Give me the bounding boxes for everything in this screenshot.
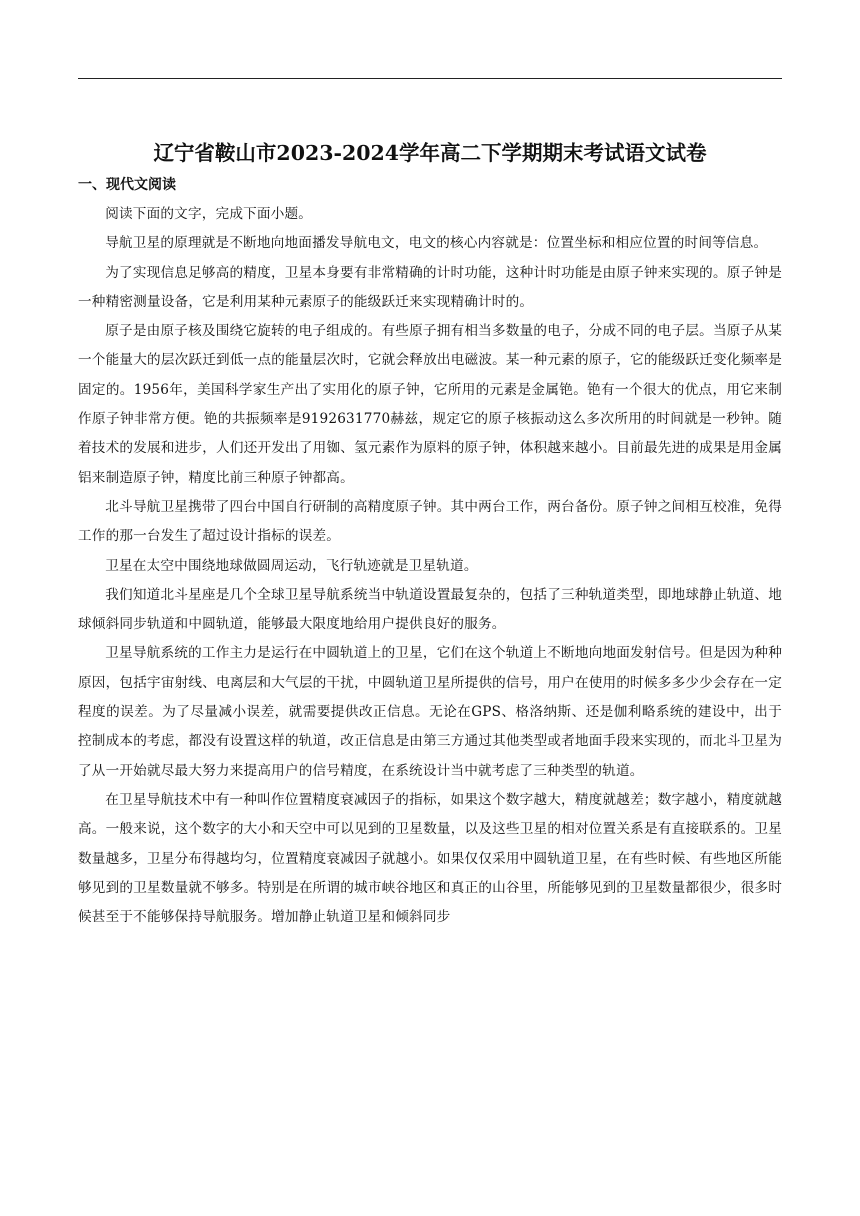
document-title: 辽宁省鞍山市2023-2024学年高二下学期期末考试语文试卷 bbox=[153, 141, 707, 165]
section-heading: 一、现代文阅读 bbox=[78, 177, 176, 193]
article-body bbox=[78, 200, 782, 932]
paragraph: 卫星导航系统的工作主力是运行在中圆轨道上的卫星，它们在这个轨道上不断地向地面发射信号。但是因为种种原因，包括宇宙射线、电离层和大气层的干扰，中圆轨道卫星所提供的信号，用户在使用的时候多多少少会存在一定程度的误差。为了尽量减小误差，就需要提供改正信息。无论在GPS、格洛纳斯、还是伽利略系统的建设中，出于控制成本的考虑，都没有设置这样的轨道，改正信息是由第三方通过其他类型或者地面手段来实现的，而北斗卫星为了从一开始就尽最大努力来提高用户的信号精度，在系统设计当中就考虑了三种类型的轨道。 bbox=[78, 645, 782, 779]
paragraph: 我们知道北斗星座是几个全球卫星导航系统当中轨道设置最复杂的，包括了三种轨道类型，即地球静止轨道、地球倾斜同步轨道和中圆轨道，能够最大限度地给用户提供良好的服务。 bbox=[78, 586, 782, 633]
paragraph: 在卫星导航技术中有一种叫作位置精度衰减因子的指标，如果这个数字越大，精度就越差；数字越小，精度就越高。一般来说，这个数字的大小和天空中可以见到的卫星数量，以及这些卫星的相对位置关系是有直接联系的。卫星数量越多，卫星分布得越均匀，位置精度衰减因子就越小。如果仅仅采用中圆轨道卫星，在有些时候、有些地区所能够见到的卫星数量就不够多。特别是在所谓的城市峡谷地区和真正的山谷里，所能够见到的卫星数量都很少，很多时候甚至于不能够保持导航服务。增加静止轨道卫星和倾斜同步 bbox=[78, 791, 782, 926]
paragraph: 北斗导航卫星携带了四台中国自行研制的高精度原子钟。其中两台工作，两台备份。原子钟之间相互校准，免得工作的那一台发生了超过设计指标的误差。 bbox=[78, 498, 782, 545]
paragraph: 卫星在太空中围绕地球做圆周运动，飞行轨迹就是卫星轨道。 bbox=[105, 557, 478, 574]
paragraph: 为了实现信息足够高的精度，卫星本身要有非常精确的计时功能，这种计时功能是由原子钟来实现的。原子钟是一种精密测量设备，它是利用某种元素原子的能级跃迁来实现精确计时的。 bbox=[78, 264, 782, 310]
paragraph: 原子是由原子核及围绕它旋转的电子组成的。有些原子拥有相当多数量的电子，分成不同的电子层。当原子从某一个能量大的层次跃迁到低一点的能量层次时，它就会释放出电磁波。某一种元素的原子，它的能级跃迁变化频率是固定的。1956年，美国科学家生产出了实用化的原子钟，它所用的元素是金属铯。铯有一个很大的优点，用它来制作原子钟非常方便。铯的共振频率是9192631770赫兹，规定它的原子核振动这么多次所用的时间就是一秒钟。随着技术的发展和进步，人们还开发出了用铷、氢元素作为原料的原子钟，体积越来越小。目前最先进的成果是用金属铝来制造原子钟，精度比前三种原子钟都高。 bbox=[78, 323, 782, 486]
paragraph: 阅读下面的文字，完成下面小题。 bbox=[105, 206, 313, 222]
paragraph: 导航卫星的原理就是不断地向地面播发导航电文，电文的核心内容就是：位置坐标和相应位置的时间等信息。 bbox=[105, 235, 768, 252]
header-rule bbox=[78, 78, 782, 79]
